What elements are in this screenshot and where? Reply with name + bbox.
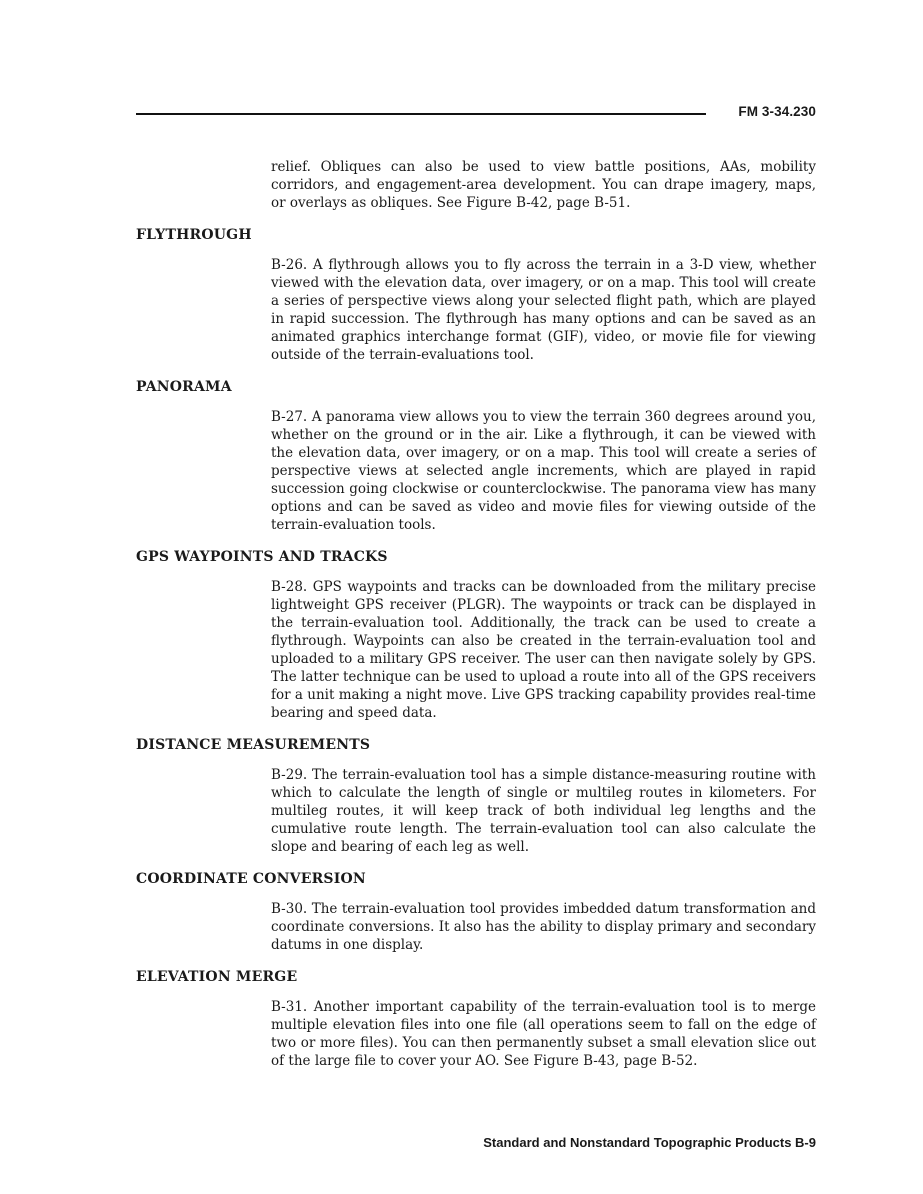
- section-elevation-merge: [136, 968, 816, 1070]
- intro-paragraph: relief. Obliques can also be used to view battle positions, AAs, mobility corridors, and engagement-area development. You can drape imagery, maps, or overlays as obliques. See Figure B-42, page B-51.: [271, 159, 816, 211]
- section-paragraph: B-31. Another important capability of the terrain-evaluation tool is to merge multiple elevation files into one file (all operations seem to fall on the edge of two or more files). You can then permanently subset a small elevation slice out of the large file to cover your AO. See Figure B-43, page B-52.: [271, 999, 816, 1069]
- section-heading: FLYTHROUGH: [136, 227, 252, 243]
- section-paragraph: B-28. GPS waypoints and tracks can be downloaded from the military precise lightweight GPS receiver (PLGR). The waypoints or track can be displayed in the terrain-evaluation tool. Additionally, the track can be used to create a flythrough. Waypoints can also be created in the terrain-evaluation tool and uploaded to a military GPS receiver. The user can then navigate solely by GPS. The latter technique can be used to upload a route into all of the GPS receivers for a unit making a night move. Live GPS tracking capability provides real-time bearing and speed data.: [271, 579, 816, 721]
- section-heading: DISTANCE MEASUREMENTS: [136, 737, 371, 753]
- section-heading: PANORAMA: [136, 379, 232, 395]
- page-footer: Standard and Nonstandard Topographic Products B-9: [483, 1135, 816, 1150]
- page-content: [136, 158, 816, 1070]
- section-paragraph: B-29. The terrain-evaluation tool has a simple distance-measuring routine with which to calculate the length of single or multileg routes in kilometers. For multileg routes, it will keep track of both individual leg lengths and the cumulative route length. The terrain-evaluation tool can also calculate the slope and bearing of each leg as well.: [271, 767, 816, 855]
- section-panorama: [136, 378, 816, 534]
- document-id: FM 3-34.230: [738, 104, 816, 119]
- section-coordinate-conversion: [136, 870, 816, 954]
- section-distance-measurements: [136, 736, 816, 856]
- section-paragraph: B-30. The terrain-evaluation tool provides imbedded datum transformation and coordinate conversions. It also has the ability to display primary and secondary datums in one display.: [271, 901, 816, 953]
- section-heading: GPS WAYPOINTS AND TRACKS: [136, 549, 388, 565]
- section-gps-waypoints-and-tracks: [136, 548, 816, 722]
- header-rule: [136, 113, 706, 115]
- section-heading: COORDINATE CONVERSION: [136, 871, 366, 887]
- section-paragraph: B-27. A panorama view allows you to view the terrain 360 degrees around you, whether on the ground or in the air. Like a flythrough, it can be viewed with the elevation data, over imagery, or on a map. This tool will create a series of perspective views at selected angle increments, which are played in rapid succession going clockwise or counterclockwise. The panorama view has many options and can be saved as video and movie files for viewing outside of the terrain-evaluation tools.: [271, 409, 816, 533]
- section-heading: ELEVATION MERGE: [136, 969, 298, 985]
- section-flythrough: [136, 226, 816, 364]
- section-paragraph: B-26. A flythrough allows you to fly across the terrain in a 3-D view, whether viewed with the elevation data, over imagery, or on a map. This tool will create a series of perspective views along your selected flight path, which are played in rapid succession. The flythrough has many options and can be saved as an animated graphics interchange format (GIF), video, or movie file for viewing outside of the terrain-evaluations tool.: [271, 257, 816, 363]
